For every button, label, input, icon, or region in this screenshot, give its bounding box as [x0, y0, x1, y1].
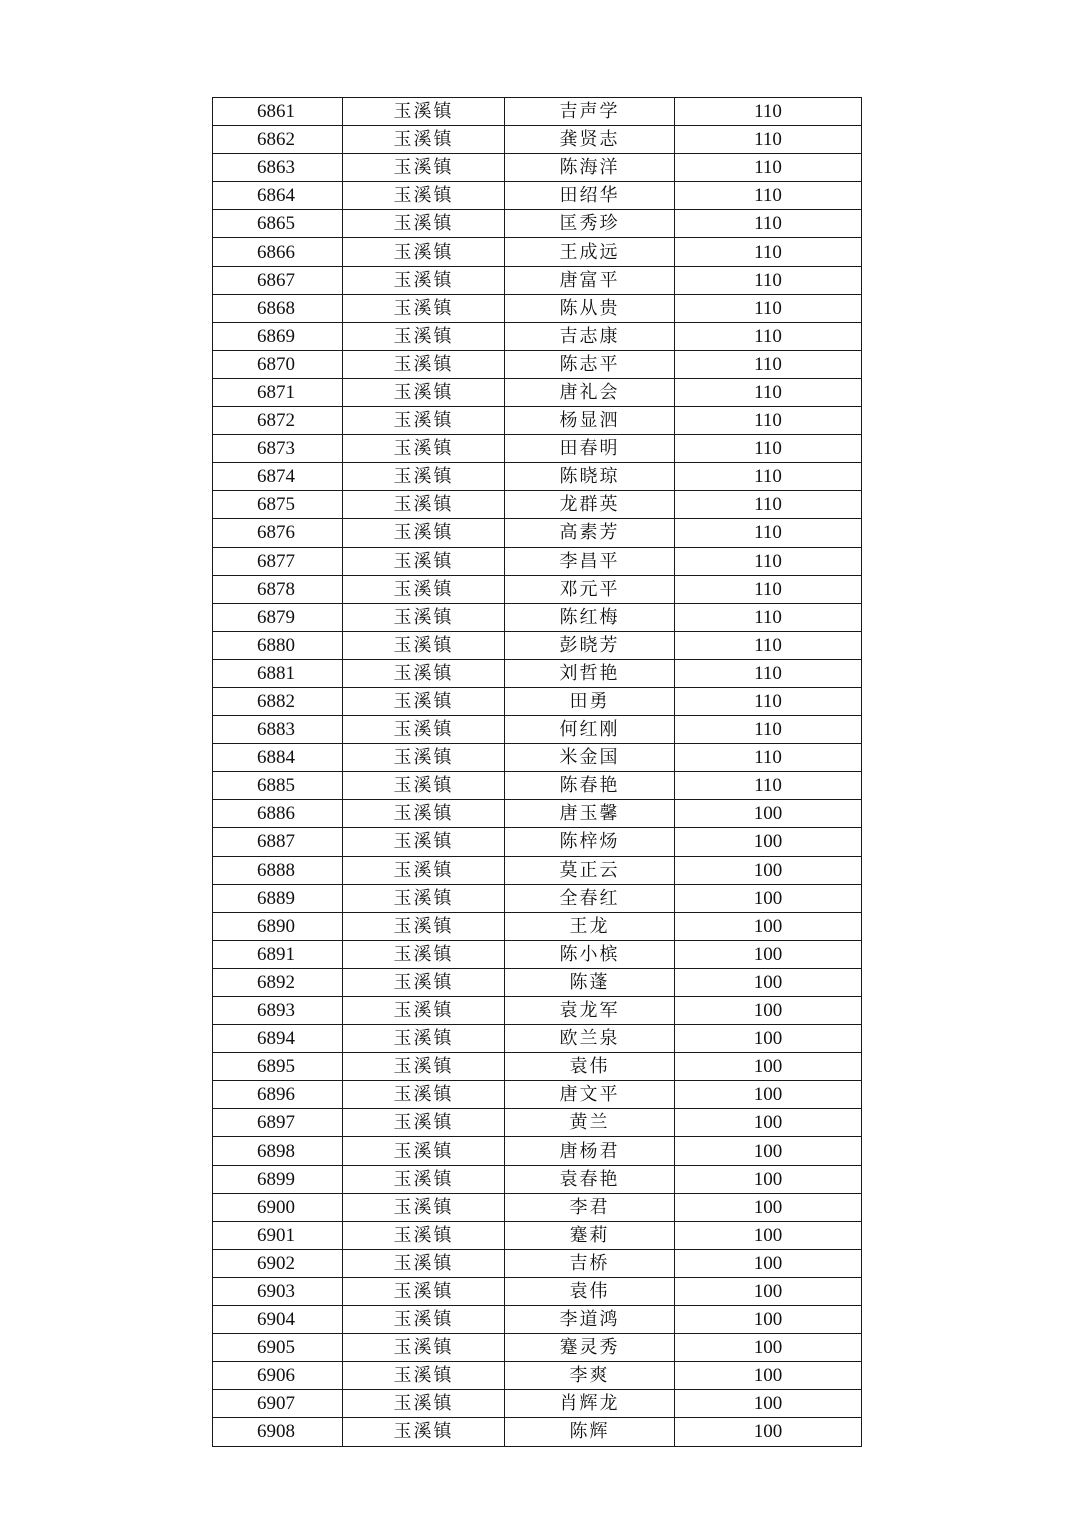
person-name-cell: 龚贤志 — [505, 126, 675, 154]
amount-cell: 110 — [675, 350, 862, 378]
town-cell: 玉溪镇 — [343, 1165, 505, 1193]
amount-cell: 100 — [675, 1025, 862, 1053]
serial-number-cell: 6871 — [213, 378, 343, 406]
town-cell: 玉溪镇 — [343, 98, 505, 126]
serial-number-cell: 6898 — [213, 1137, 343, 1165]
amount-cell: 100 — [675, 884, 862, 912]
table-row — [213, 463, 862, 491]
town-cell: 玉溪镇 — [343, 407, 505, 435]
serial-number-cell: 6908 — [213, 1418, 343, 1446]
town-cell: 玉溪镇 — [343, 716, 505, 744]
amount-cell: 100 — [675, 1193, 862, 1221]
person-name-cell: 陈春艳 — [505, 772, 675, 800]
roster-table — [212, 97, 862, 1447]
serial-number-cell: 6906 — [213, 1362, 343, 1390]
town-cell: 玉溪镇 — [343, 772, 505, 800]
amount-cell: 110 — [675, 154, 862, 182]
table-row — [213, 210, 862, 238]
town-cell: 玉溪镇 — [343, 210, 505, 238]
serial-number-cell: 6879 — [213, 603, 343, 631]
person-name-cell: 彭晓芳 — [505, 631, 675, 659]
table-row — [213, 603, 862, 631]
table-row — [213, 856, 862, 884]
person-name-cell: 唐杨君 — [505, 1137, 675, 1165]
serial-number-cell: 6893 — [213, 997, 343, 1025]
amount-cell: 100 — [675, 1109, 862, 1137]
amount-cell: 100 — [675, 856, 862, 884]
amount-cell: 100 — [675, 1053, 862, 1081]
serial-number-cell: 6886 — [213, 800, 343, 828]
person-name-cell: 唐玉馨 — [505, 800, 675, 828]
amount-cell: 100 — [675, 828, 862, 856]
person-name-cell: 陈晓琼 — [505, 463, 675, 491]
town-cell: 玉溪镇 — [343, 800, 505, 828]
serial-number-cell: 6868 — [213, 294, 343, 322]
serial-number-cell: 6873 — [213, 435, 343, 463]
serial-number-cell: 6901 — [213, 1221, 343, 1249]
person-name-cell: 田春明 — [505, 435, 675, 463]
amount-cell: 110 — [675, 266, 862, 294]
town-cell: 玉溪镇 — [343, 238, 505, 266]
town-cell: 玉溪镇 — [343, 856, 505, 884]
amount-cell: 110 — [675, 210, 862, 238]
amount-cell: 110 — [675, 631, 862, 659]
table-row — [213, 1109, 862, 1137]
amount-cell: 100 — [675, 997, 862, 1025]
serial-number-cell: 6876 — [213, 519, 343, 547]
amount-cell: 100 — [675, 1306, 862, 1334]
serial-number-cell: 6889 — [213, 884, 343, 912]
amount-cell: 110 — [675, 378, 862, 406]
table-row — [213, 1221, 862, 1249]
person-name-cell: 匡秀珍 — [505, 210, 675, 238]
person-name-cell: 陈小槟 — [505, 940, 675, 968]
serial-number-cell: 6900 — [213, 1193, 343, 1221]
serial-number-cell: 6890 — [213, 912, 343, 940]
person-name-cell: 蹇莉 — [505, 1221, 675, 1249]
table-row — [213, 772, 862, 800]
serial-number-cell: 6874 — [213, 463, 343, 491]
town-cell: 玉溪镇 — [343, 1390, 505, 1418]
amount-cell: 100 — [675, 1081, 862, 1109]
table-row — [213, 1081, 862, 1109]
serial-number-cell: 6884 — [213, 744, 343, 772]
table-row — [213, 997, 862, 1025]
table-row — [213, 350, 862, 378]
serial-number-cell: 6887 — [213, 828, 343, 856]
serial-number-cell: 6872 — [213, 407, 343, 435]
table-row — [213, 744, 862, 772]
amount-cell: 110 — [675, 126, 862, 154]
person-name-cell: 吉桥 — [505, 1249, 675, 1277]
person-name-cell: 王成远 — [505, 238, 675, 266]
town-cell: 玉溪镇 — [343, 294, 505, 322]
table-row — [213, 1390, 862, 1418]
table-row — [213, 687, 862, 715]
amount-cell: 100 — [675, 1277, 862, 1305]
person-name-cell: 邓元平 — [505, 575, 675, 603]
serial-number-cell: 6867 — [213, 266, 343, 294]
town-cell: 玉溪镇 — [343, 1277, 505, 1305]
person-name-cell: 李道鸿 — [505, 1306, 675, 1334]
town-cell: 玉溪镇 — [343, 1249, 505, 1277]
table-row — [213, 182, 862, 210]
town-cell: 玉溪镇 — [343, 322, 505, 350]
serial-number-cell: 6894 — [213, 1025, 343, 1053]
table-row — [213, 1277, 862, 1305]
town-cell: 玉溪镇 — [343, 575, 505, 603]
serial-number-cell: 6904 — [213, 1306, 343, 1334]
amount-cell: 110 — [675, 716, 862, 744]
town-cell: 玉溪镇 — [343, 997, 505, 1025]
table-row — [213, 940, 862, 968]
amount-cell: 110 — [675, 519, 862, 547]
person-name-cell: 陈梓炀 — [505, 828, 675, 856]
table-row — [213, 294, 862, 322]
serial-number-cell: 6897 — [213, 1109, 343, 1137]
table-row — [213, 322, 862, 350]
serial-number-cell: 6907 — [213, 1390, 343, 1418]
amount-cell: 110 — [675, 491, 862, 519]
serial-number-cell: 6877 — [213, 547, 343, 575]
table-row — [213, 575, 862, 603]
town-cell: 玉溪镇 — [343, 828, 505, 856]
person-name-cell: 吉志康 — [505, 322, 675, 350]
table-row — [213, 519, 862, 547]
table-row — [213, 884, 862, 912]
table-row — [213, 1249, 862, 1277]
town-cell: 玉溪镇 — [343, 547, 505, 575]
person-name-cell: 蹇灵秀 — [505, 1334, 675, 1362]
amount-cell: 100 — [675, 1165, 862, 1193]
person-name-cell: 肖辉龙 — [505, 1390, 675, 1418]
person-name-cell: 袁伟 — [505, 1053, 675, 1081]
table-row — [213, 547, 862, 575]
person-name-cell: 陈海洋 — [505, 154, 675, 182]
amount-cell: 110 — [675, 182, 862, 210]
person-name-cell: 袁伟 — [505, 1277, 675, 1305]
person-name-cell: 吉声学 — [505, 98, 675, 126]
amount-cell: 100 — [675, 1137, 862, 1165]
town-cell: 玉溪镇 — [343, 182, 505, 210]
amount-cell: 110 — [675, 294, 862, 322]
serial-number-cell: 6869 — [213, 322, 343, 350]
amount-cell: 110 — [675, 238, 862, 266]
amount-cell: 110 — [675, 463, 862, 491]
person-name-cell: 陈红梅 — [505, 603, 675, 631]
serial-number-cell: 6896 — [213, 1081, 343, 1109]
town-cell: 玉溪镇 — [343, 154, 505, 182]
town-cell: 玉溪镇 — [343, 350, 505, 378]
table-row — [213, 659, 862, 687]
person-name-cell: 李爽 — [505, 1362, 675, 1390]
table-row — [213, 968, 862, 996]
amount-cell: 100 — [675, 1221, 862, 1249]
town-cell: 玉溪镇 — [343, 1081, 505, 1109]
amount-cell: 110 — [675, 772, 862, 800]
serial-number-cell: 6880 — [213, 631, 343, 659]
table-row — [213, 154, 862, 182]
town-cell: 玉溪镇 — [343, 884, 505, 912]
person-name-cell: 王龙 — [505, 912, 675, 940]
town-cell: 玉溪镇 — [343, 1362, 505, 1390]
amount-cell: 100 — [675, 912, 862, 940]
person-name-cell: 刘哲艳 — [505, 659, 675, 687]
amount-cell: 110 — [675, 407, 862, 435]
serial-number-cell: 6895 — [213, 1053, 343, 1081]
town-cell: 玉溪镇 — [343, 435, 505, 463]
person-name-cell: 袁春艳 — [505, 1165, 675, 1193]
amount-cell: 100 — [675, 1362, 862, 1390]
town-cell: 玉溪镇 — [343, 968, 505, 996]
table-row — [213, 912, 862, 940]
amount-cell: 100 — [675, 1334, 862, 1362]
serial-number-cell: 6899 — [213, 1165, 343, 1193]
person-name-cell: 唐文平 — [505, 1081, 675, 1109]
serial-number-cell: 6878 — [213, 575, 343, 603]
town-cell: 玉溪镇 — [343, 1109, 505, 1137]
table-row — [213, 1334, 862, 1362]
person-name-cell: 田勇 — [505, 687, 675, 715]
serial-number-cell: 6881 — [213, 659, 343, 687]
town-cell: 玉溪镇 — [343, 1334, 505, 1362]
table-row — [213, 1362, 862, 1390]
town-cell: 玉溪镇 — [343, 744, 505, 772]
table-row — [213, 631, 862, 659]
town-cell: 玉溪镇 — [343, 659, 505, 687]
serial-number-cell: 6905 — [213, 1334, 343, 1362]
amount-cell: 110 — [675, 98, 862, 126]
person-name-cell: 高素芳 — [505, 519, 675, 547]
amount-cell: 110 — [675, 322, 862, 350]
amount-cell: 110 — [675, 603, 862, 631]
serial-number-cell: 6903 — [213, 1277, 343, 1305]
serial-number-cell: 6875 — [213, 491, 343, 519]
person-name-cell: 陈辉 — [505, 1418, 675, 1446]
person-name-cell: 唐礼会 — [505, 378, 675, 406]
person-name-cell: 陈志平 — [505, 350, 675, 378]
amount-cell: 110 — [675, 575, 862, 603]
roster-table-body — [213, 98, 862, 1447]
person-name-cell: 全春红 — [505, 884, 675, 912]
person-name-cell: 米金国 — [505, 744, 675, 772]
amount-cell: 110 — [675, 659, 862, 687]
amount-cell: 100 — [675, 1390, 862, 1418]
table-row — [213, 1306, 862, 1334]
serial-number-cell: 6892 — [213, 968, 343, 996]
amount-cell: 100 — [675, 800, 862, 828]
serial-number-cell: 6888 — [213, 856, 343, 884]
person-name-cell: 龙群英 — [505, 491, 675, 519]
table-row — [213, 491, 862, 519]
serial-number-cell: 6902 — [213, 1249, 343, 1277]
serial-number-cell: 6866 — [213, 238, 343, 266]
serial-number-cell: 6891 — [213, 940, 343, 968]
person-name-cell: 陈蓬 — [505, 968, 675, 996]
serial-number-cell: 6865 — [213, 210, 343, 238]
serial-number-cell: 6863 — [213, 154, 343, 182]
table-row — [213, 1137, 862, 1165]
town-cell: 玉溪镇 — [343, 687, 505, 715]
town-cell: 玉溪镇 — [343, 631, 505, 659]
person-name-cell: 李昌平 — [505, 547, 675, 575]
serial-number-cell: 6861 — [213, 98, 343, 126]
town-cell: 玉溪镇 — [343, 519, 505, 547]
town-cell: 玉溪镇 — [343, 1221, 505, 1249]
person-name-cell: 何红刚 — [505, 716, 675, 744]
town-cell: 玉溪镇 — [343, 912, 505, 940]
town-cell: 玉溪镇 — [343, 463, 505, 491]
table-row — [213, 1418, 862, 1446]
town-cell: 玉溪镇 — [343, 378, 505, 406]
person-name-cell: 莫正云 — [505, 856, 675, 884]
table-row — [213, 266, 862, 294]
town-cell: 玉溪镇 — [343, 491, 505, 519]
person-name-cell: 唐富平 — [505, 266, 675, 294]
table-row — [213, 407, 862, 435]
person-name-cell: 李君 — [505, 1193, 675, 1221]
table-row — [213, 716, 862, 744]
serial-number-cell: 6862 — [213, 126, 343, 154]
table-row — [213, 435, 862, 463]
amount-cell: 100 — [675, 940, 862, 968]
person-name-cell: 欧兰泉 — [505, 1025, 675, 1053]
amount-cell: 110 — [675, 547, 862, 575]
serial-number-cell: 6870 — [213, 350, 343, 378]
table-row — [213, 378, 862, 406]
table-row — [213, 1165, 862, 1193]
town-cell: 玉溪镇 — [343, 126, 505, 154]
table-row — [213, 98, 862, 126]
table-row — [213, 800, 862, 828]
table-row — [213, 828, 862, 856]
person-name-cell: 田绍华 — [505, 182, 675, 210]
table-row — [213, 1193, 862, 1221]
town-cell: 玉溪镇 — [343, 1193, 505, 1221]
person-name-cell: 袁龙军 — [505, 997, 675, 1025]
serial-number-cell: 6864 — [213, 182, 343, 210]
town-cell: 玉溪镇 — [343, 603, 505, 631]
town-cell: 玉溪镇 — [343, 1053, 505, 1081]
amount-cell: 100 — [675, 1418, 862, 1446]
table-row — [213, 238, 862, 266]
town-cell: 玉溪镇 — [343, 1418, 505, 1446]
town-cell: 玉溪镇 — [343, 266, 505, 294]
amount-cell: 110 — [675, 435, 862, 463]
table-row — [213, 1053, 862, 1081]
amount-cell: 100 — [675, 1249, 862, 1277]
amount-cell: 110 — [675, 744, 862, 772]
serial-number-cell: 6883 — [213, 716, 343, 744]
serial-number-cell: 6882 — [213, 687, 343, 715]
amount-cell: 110 — [675, 687, 862, 715]
person-name-cell: 杨显泗 — [505, 407, 675, 435]
town-cell: 玉溪镇 — [343, 1025, 505, 1053]
table-row — [213, 126, 862, 154]
town-cell: 玉溪镇 — [343, 1137, 505, 1165]
serial-number-cell: 6885 — [213, 772, 343, 800]
person-name-cell: 陈从贵 — [505, 294, 675, 322]
person-name-cell: 黄兰 — [505, 1109, 675, 1137]
amount-cell: 100 — [675, 968, 862, 996]
town-cell: 玉溪镇 — [343, 1306, 505, 1334]
town-cell: 玉溪镇 — [343, 940, 505, 968]
table-row — [213, 1025, 862, 1053]
